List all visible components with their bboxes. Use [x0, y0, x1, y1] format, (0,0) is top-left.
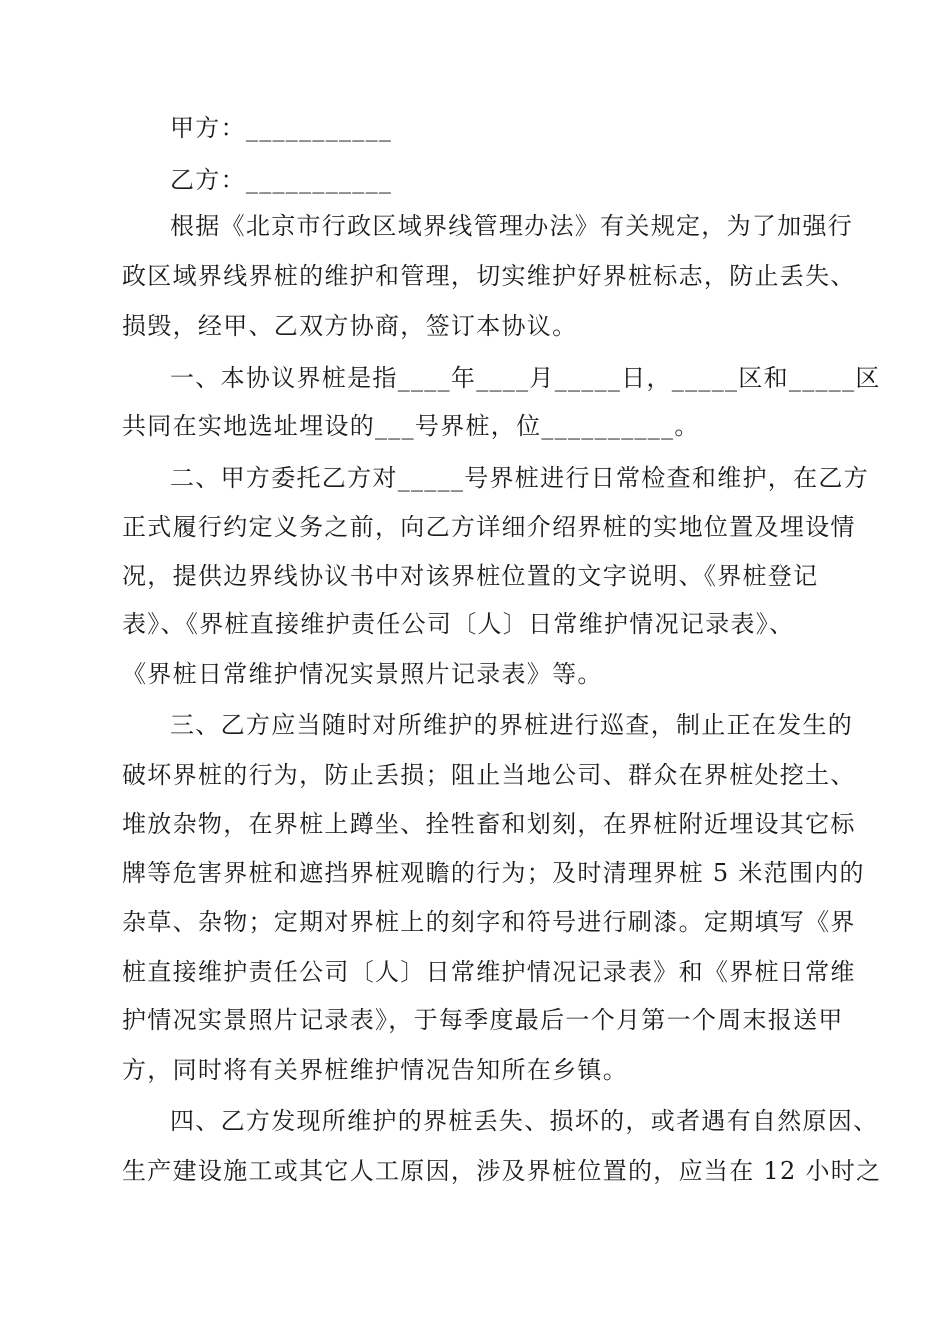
party-a-line: 甲方：___________	[170, 114, 393, 142]
clause-3-line-7: 护情况实景照片记录表》，于每季度最后一个月第一个周末报送甲	[122, 1006, 844, 1034]
clause-3-line-4: 牌等危害界桩和遮挡界桩观瞻的行为；及时清理界桩 5 米范围内的	[122, 859, 865, 887]
clause-2-line-4: 表》、《界桩直接维护责任公司〔人〕日常维护情况记录表》、	[122, 610, 795, 638]
paragraph-intro-line-1: 根据《北京市行政区域界线管理办法》有关规定，为了加强行	[170, 212, 854, 240]
clause-4-line-1: 四、乙方发现所维护的界桩丢失、损坏的，或者遇有自然原因、	[170, 1107, 879, 1135]
clause-1-line-2: 共同在实地选址埋设的___号界桩，位__________。	[122, 412, 700, 440]
clause-1-line-1: 一、本协议界桩是指____年____月_____日，_____区和_____区	[170, 364, 881, 392]
clause-3-line-6: 桩直接维护责任公司〔人〕日常维护情况记录表》和《界桩日常维	[122, 958, 856, 986]
clause-2-line-1: 二、甲方委托乙方对_____号界桩进行日常检查和维护，在乙方	[170, 464, 869, 492]
clause-4-line-2: 生产建设施工或其它人工原因，涉及界桩位置的，应当在 12 小时之	[122, 1157, 882, 1185]
clause-3-line-8: 方，同时将有关界桩维护情况告知所在乡镇。	[122, 1056, 628, 1084]
clause-2-line-3: 况，提供边界线协议书中对该界桩位置的文字说明、《界桩登记	[122, 562, 819, 590]
clause-3-line-1: 三、乙方应当随时对所维护的界桩进行巡查，制止正在发生的	[170, 711, 854, 739]
paragraph-intro-line-3: 损毁，经甲、乙双方协商，签订本协议。	[122, 312, 578, 340]
party-b-line: 乙方：___________	[170, 166, 393, 194]
clause-3-line-3: 堆放杂物，在界桩上蹲坐、拴牲畜和划刻，在界桩附近埋设其它标	[122, 810, 856, 838]
clause-3-line-2: 破坏界桩的行为，防止丢损；阻止当地公司、群众在界桩处挖土、	[122, 761, 856, 789]
clause-2-line-2: 正式履行约定义务之前，向乙方详细介绍界桩的实地位置及埋设情	[122, 513, 856, 541]
clause-2-line-5: 《界桩日常维护情况实景照片记录表》等。	[122, 660, 603, 688]
paragraph-intro-line-2: 政区域界线界桩的维护和管理，切实维护好界桩标志，防止丢失、	[122, 262, 856, 290]
clause-3-line-5: 杂草、杂物；定期对界桩上的刻字和符号进行刷漆。定期填写《界	[122, 908, 856, 936]
